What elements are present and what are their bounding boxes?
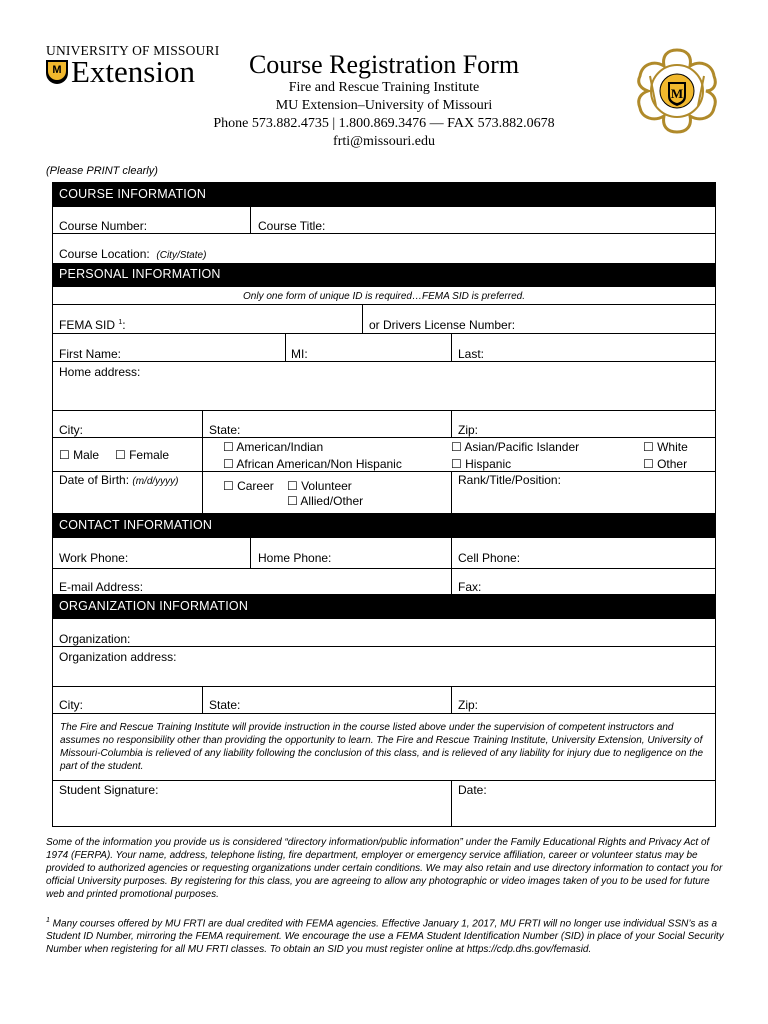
registration-form [52, 182, 716, 827]
personal-information-header: PERSONAL INFORMATION [53, 263, 715, 287]
frti-maltese-cross-emblem-icon [632, 46, 722, 136]
race-american-indian-checkbox[interactable]: ☐ American/Indian [223, 440, 324, 454]
zip-field[interactable]: Zip: [458, 423, 479, 437]
organization-city-field[interactable]: City: [59, 698, 83, 712]
organization-state-field[interactable]: State: [209, 698, 241, 712]
home-phone-field[interactable]: Home Phone: [258, 551, 332, 565]
course-information-header: COURSE INFORMATION [53, 183, 715, 207]
city-field[interactable]: City: [59, 423, 83, 437]
form-title: Course Registration Form [248, 50, 520, 79]
id-requirement-note: Only one form of unique ID is required…FEMA SID is preferred. [243, 291, 525, 302]
organization-information-header: ORGANIZATION INFORMATION [53, 594, 715, 619]
date-of-birth-field[interactable]: Date of Birth: (m/d/yyyy) [59, 473, 179, 487]
race-asian-pacific-checkbox[interactable]: ☐ Asian/Pacific Islander [451, 440, 580, 454]
drivers-license-field[interactable]: or Drivers License Number: [369, 318, 516, 332]
gender-female-checkbox[interactable]: ☐ Female [115, 448, 170, 462]
course-number-field[interactable]: Course Number: [59, 219, 148, 233]
contact-phone-line: Phone 573.882.4735 | 1.800.869.3476 — FAX 573.882.0678 [213, 116, 555, 131]
organization-field[interactable]: Organization: [59, 632, 131, 646]
university-name: UNIVERSITY OF MISSOURI [46, 43, 220, 58]
race-african-american-checkbox[interactable]: ☐ African American/Non Hispanic [223, 457, 402, 471]
organization-address-field[interactable]: Organization address: [59, 650, 177, 664]
home-address-field[interactable]: Home address: [59, 365, 141, 379]
contact-information-header: CONTACT INFORMATION [53, 513, 715, 538]
cell-phone-field[interactable]: Cell Phone: [458, 551, 521, 565]
course-location-field[interactable]: Course Location: (City/State) [59, 247, 207, 261]
middle-initial-field[interactable]: MI: [291, 347, 308, 361]
fema-sid-field[interactable]: FEMA SID $^1$: [59, 318, 126, 332]
career-checkbox[interactable]: ☐ Career [223, 479, 274, 493]
state-field[interactable]: State: [209, 423, 241, 437]
course-title-field[interactable]: Course Title: [258, 219, 326, 233]
print-clearly-note: (Please PRINT clearly) [46, 165, 158, 177]
email-address-field[interactable]: E-mail Address: [59, 580, 144, 594]
first-name-field[interactable]: First Name: [59, 347, 122, 361]
svg-text:M: M [670, 86, 684, 101]
last-name-field[interactable]: Last: [458, 347, 485, 361]
gender-male-checkbox[interactable]: ☐ Male [59, 448, 100, 462]
institute-subline: MU Extension–University of Missouri [275, 98, 493, 113]
volunteer-checkbox[interactable]: ☐ Volunteer [287, 479, 352, 493]
race-hispanic-checkbox[interactable]: ☐ Hispanic [451, 457, 512, 471]
extension-wordmark: Extension [71, 54, 195, 89]
institute-name: Fire and Rescue Training Institute [288, 80, 480, 95]
sid-footnote: $^1$ Many courses offered by MU FRTI are dual credited with FEMA agencies. Effective January 1, 2017, MU FRTI will no longer use individual SSN’s as a Student ID Number, mirroring the FEMA requirement. We encourage the use a FEMA Student Identification Number (SID) in place of your Social Security Number when registering for all MU FRTI classes. To obtain an SID you must register online at https://cdp.dhs.gov/femasid. [46, 917, 724, 956]
allied-other-checkbox[interactable]: ☐ Allied/Other [287, 494, 364, 508]
race-white-checkbox[interactable]: ☐ White [643, 440, 688, 454]
fax-field[interactable]: Fax: [458, 580, 482, 594]
student-signature-field[interactable]: Student Signature: [59, 783, 159, 797]
work-phone-field[interactable]: Work Phone: [59, 551, 129, 565]
organization-zip-field[interactable]: Zip: [458, 698, 479, 712]
contact-email: frti@missouri.edu [333, 134, 435, 149]
rank-title-position-field[interactable]: Rank/Title/Position: [458, 473, 561, 487]
liability-disclaimer: The Fire and Rescue Training Institute will provide instruction in the course listed above under the supervision of competent instructors and assumes no responsibility other than providing the opportunity to learn. The Fire and Rescue Training Institute, University Extension, University of Missouri-Columbia is relieved of any liability following the conclusion of this class, and is relieved of any liability for injury due to negligence on the part of the student. [60, 722, 704, 772]
mu-extension-shield-icon: M [46, 60, 68, 84]
date-field[interactable]: Date: [458, 783, 487, 797]
ferpa-notice: Some of the information you provide us is considered “directory information/public information” under the Family Educational Rights and Privacy Act of 1974 (FERPA). Your name, address, telephone listing, fire department, employer or emergency service affiliation, career or volunteer status may be provided to authorized agencies or requesting organizations under certain conditions. We may also retain and use directory information to contact you for official University purposes. By registering for this class, you are agreeing to allow any photographic or video images taken of you to be used for future web and printed promotional purposes. [46, 837, 723, 900]
race-other-checkbox[interactable]: ☐ Other [643, 457, 688, 471]
